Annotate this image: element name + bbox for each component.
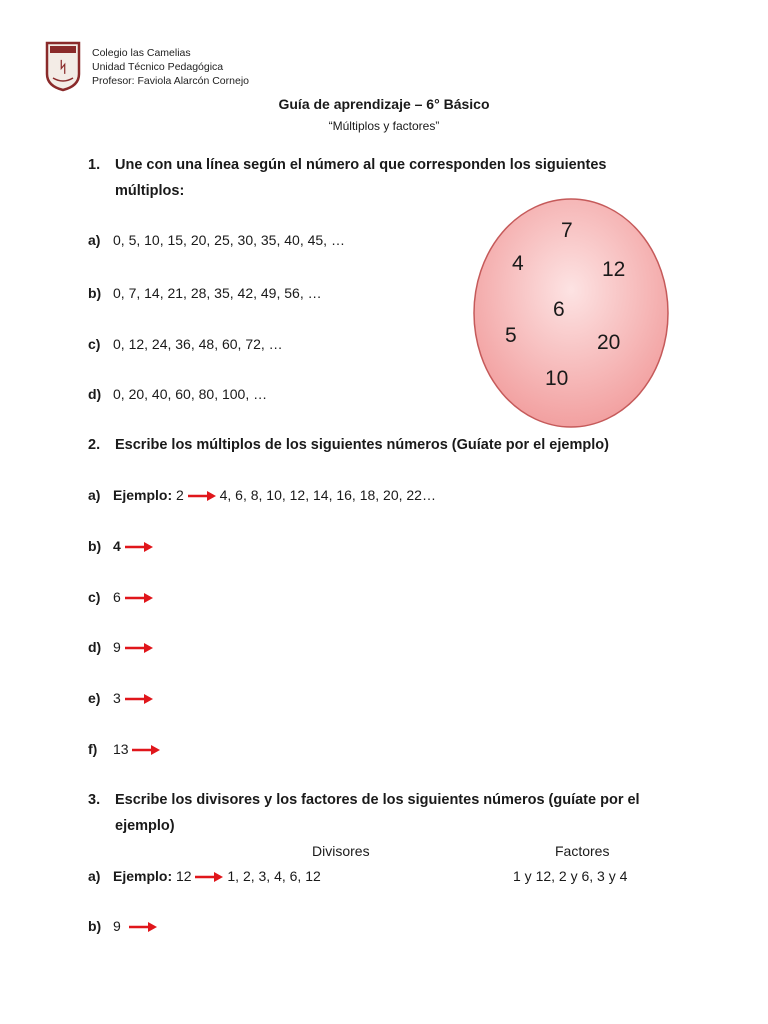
q2-item-d-label: d) bbox=[88, 639, 102, 655]
q3-col-factors: Factores bbox=[555, 843, 610, 859]
q2-item-c-row[interactable] bbox=[113, 589, 153, 605]
q3-example-label: a) bbox=[88, 868, 101, 884]
arrow-right-icon bbox=[125, 694, 153, 704]
q2-example-answer: 4, 6, 8, 10, 12, 14, 16, 18, 20, 22… bbox=[219, 487, 436, 503]
q1-item-c-label: c) bbox=[88, 336, 101, 352]
q2-item-d-row[interactable] bbox=[113, 639, 153, 655]
q2-example-row bbox=[113, 487, 436, 503]
q2-item-c-label: c) bbox=[88, 589, 101, 605]
q3-example-base: 12 bbox=[176, 868, 192, 884]
arrow-right-icon bbox=[125, 593, 153, 603]
page-title: Guía de aprendizaje – 6° Básico bbox=[278, 96, 490, 112]
q3-number: 3. bbox=[88, 792, 101, 808]
oval-number-10[interactable]: 10 bbox=[545, 367, 569, 390]
oval-number-6[interactable]: 6 bbox=[553, 298, 565, 321]
q2-item-b-value: 4 bbox=[113, 538, 121, 554]
q3-text-line1: Escribe los divisores y los factores de los siguientes números (guíate por el bbox=[115, 792, 640, 808]
q2-number: 2. bbox=[88, 437, 101, 453]
q2-item-e-value: 3 bbox=[113, 690, 121, 706]
q1-item-a-label: a) bbox=[88, 232, 101, 248]
q1-item-b-value: 0, 7, 14, 21, 28, 35, 42, 49, 56, … bbox=[113, 285, 322, 301]
q3-item-b-value: 9 bbox=[113, 918, 121, 934]
q2-item-c-value: 6 bbox=[113, 589, 121, 605]
q1-number: 1. bbox=[88, 157, 101, 173]
oval-number-4[interactable]: 4 bbox=[512, 252, 524, 275]
q2-example-label: a) bbox=[88, 487, 101, 503]
q2-item-e-label: e) bbox=[88, 690, 101, 706]
q1-item-a-value: 0, 5, 10, 15, 20, 25, 30, 35, 40, 45, … bbox=[113, 232, 345, 248]
arrow-right-icon bbox=[129, 922, 157, 932]
school-name: Colegio las Camelias bbox=[92, 47, 191, 59]
oval-number-7[interactable]: 7 bbox=[561, 219, 573, 242]
q3-item-b-label: b) bbox=[88, 918, 102, 934]
q1-text-line2: múltiplos: bbox=[115, 183, 185, 199]
q1-item-d-value: 0, 20, 40, 60, 80, 100, … bbox=[113, 386, 268, 402]
arrow-right-icon bbox=[125, 542, 153, 552]
q3-example-prefix: Ejemplo: bbox=[113, 868, 173, 884]
school-logo bbox=[44, 40, 82, 92]
oval-number-5[interactable]: 5 bbox=[505, 324, 517, 347]
school-unit: Unidad Técnico Pedagógica bbox=[92, 61, 224, 73]
q1-item-d-label: d) bbox=[88, 386, 102, 402]
q3-text-line2: ejemplo) bbox=[115, 818, 175, 834]
arrow-right-icon bbox=[188, 491, 216, 501]
q3-example-row bbox=[113, 868, 321, 884]
arrow-right-icon bbox=[125, 643, 153, 653]
q2-item-f-value: 13 bbox=[113, 741, 129, 757]
page-subtitle: “Múltiplos y factores” bbox=[328, 119, 440, 133]
q2-item-f-label: f) bbox=[88, 741, 98, 757]
oval-number-20[interactable]: 20 bbox=[597, 331, 621, 354]
q3-col-divisors: Divisores bbox=[312, 843, 370, 859]
q3-example-divisors: 1, 2, 3, 4, 6, 12 bbox=[227, 868, 321, 884]
svg-text:ᛋ: ᛋ bbox=[58, 58, 68, 76]
q1-item-c-value: 0, 12, 24, 36, 48, 60, 72, … bbox=[113, 336, 283, 352]
q3-item-b-row[interactable] bbox=[113, 918, 157, 934]
q2-item-e-row[interactable] bbox=[113, 690, 153, 706]
q2-text: Escribe los múltiplos de los siguientes números (Guíate por el ejemplo) bbox=[115, 437, 609, 453]
arrow-right-icon bbox=[195, 872, 223, 882]
q3-example-factors: 1 y 12, 2 y 6, 3 y 4 bbox=[513, 868, 628, 884]
q2-example-base: 2 bbox=[176, 487, 184, 503]
q2-item-b-row[interactable] bbox=[113, 538, 153, 554]
q2-item-b-label: b) bbox=[88, 538, 102, 554]
q2-example-prefix: Ejemplo: bbox=[113, 487, 173, 503]
q1-item-b-label: b) bbox=[88, 285, 102, 301]
q2-item-f-row[interactable] bbox=[113, 741, 160, 757]
oval-number-12[interactable]: 12 bbox=[602, 258, 626, 281]
q2-item-d-value: 9 bbox=[113, 639, 121, 655]
teacher-name: Profesor: Faviola Alarcón Cornejo bbox=[92, 75, 249, 87]
q1-text-line1: Une con una línea según el número al que corresponden los siguientes bbox=[115, 157, 607, 173]
arrow-right-icon bbox=[132, 745, 160, 755]
